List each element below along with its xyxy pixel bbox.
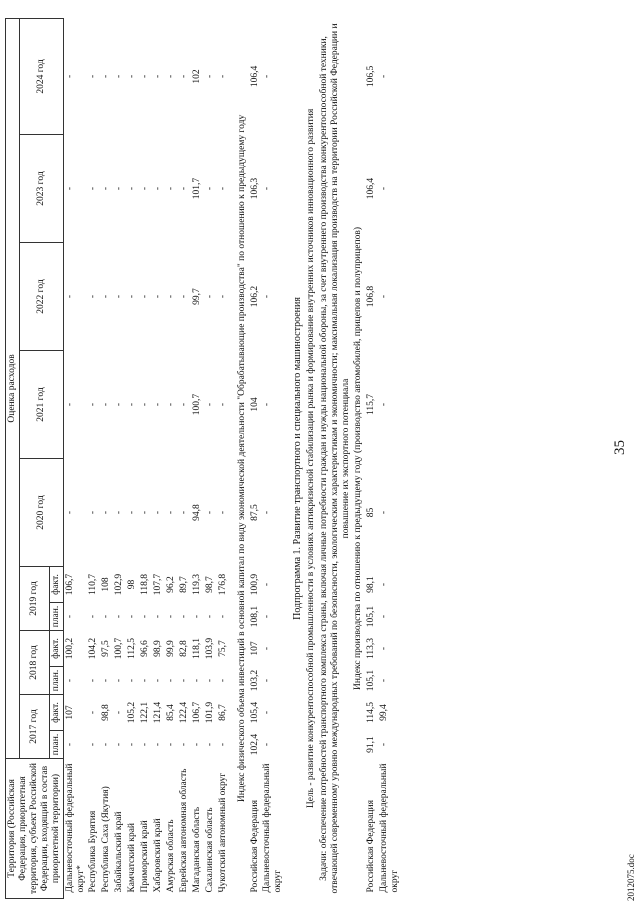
header-2022: 2022 год	[19, 243, 63, 351]
row-value-cell: 98,1	[366, 576, 377, 593]
row-value-cell: -	[153, 614, 164, 619]
row-value-cell: -	[140, 402, 151, 407]
row-value-cell: 106,4	[366, 177, 377, 200]
row-value-cell: -	[204, 614, 215, 619]
row-value-cell: -	[64, 614, 75, 619]
row-value-cell: 113,3	[366, 637, 377, 660]
row-territory-name: Чукотский автономный округ	[217, 772, 228, 893]
row-value-cell: -	[165, 510, 176, 515]
row-value-cell: 91,1	[366, 736, 377, 753]
row-value-cell: 106,7	[191, 701, 202, 724]
region-row	[217, 18, 230, 898]
row-territory-name: Хабаровский край	[153, 818, 164, 893]
row-value-cell: -	[101, 742, 112, 747]
row-value-cell: 100,7	[191, 393, 202, 416]
region-row	[165, 18, 178, 898]
row-value-cell: 110,7	[88, 573, 99, 596]
row-value-cell: 85	[366, 507, 377, 518]
row-value-cell: 85,4	[165, 704, 176, 721]
row-value-cell: -	[165, 402, 176, 407]
row-value-cell: -	[88, 510, 99, 515]
row-value-cell: -	[88, 710, 99, 715]
row-value-cell: 107	[64, 705, 75, 720]
row-value-cell: -	[178, 742, 189, 747]
row-value-cell: -	[178, 678, 189, 683]
row-value-cell: 99,4	[379, 704, 390, 721]
row-value-cell: -	[114, 614, 125, 619]
region-row	[100, 18, 113, 898]
row-value-cell: 106,7	[64, 573, 75, 596]
row-value-cell: 118,8	[140, 573, 151, 596]
row-value-cell: 98,7	[204, 576, 215, 593]
row-value-cell: -	[217, 742, 228, 747]
row-value-cell: 105,2	[127, 701, 138, 724]
header-fact-2019: факт.	[49, 567, 63, 603]
row-value-cell: 99,7	[191, 288, 202, 305]
row-value-cell: 100,7	[114, 637, 125, 660]
row-value-cell: -	[88, 74, 99, 79]
row-value-cell: -	[153, 402, 164, 407]
region-row	[113, 18, 126, 898]
region-row	[139, 18, 152, 898]
row-value-cell: -	[140, 74, 151, 79]
row-value-cell: 176,8	[217, 573, 228, 596]
production-index-note: Индекс производства по отношению к предыдущему году (производство автомобилей, прицепов и полуприцепов)	[353, 226, 364, 690]
row-value-cell: 103,9	[204, 637, 215, 660]
header-2020: 2020 год	[19, 459, 63, 567]
row-value-cell: -	[153, 74, 164, 79]
row-value-cell: 122,4	[178, 701, 189, 724]
row-value-cell: -	[204, 678, 215, 683]
row-territory-name: Дальневосточный федеральный округ	[262, 763, 284, 893]
row-value-cell: 105,4	[249, 701, 260, 724]
row-value-cell: 89,7	[178, 576, 189, 593]
row-value-cell: 115,7	[366, 393, 377, 416]
row-territory-name: Дальневосточный федеральный округ	[379, 763, 401, 893]
row-value-cell: -	[101, 294, 112, 299]
row-value-cell: -	[127, 74, 138, 79]
row-value-cell: 122,1	[140, 701, 151, 724]
row-value-cell: -	[140, 294, 151, 299]
row-territory-name: Республика Бурятия	[88, 810, 99, 893]
row-value-cell: -	[114, 186, 125, 191]
indicators-table	[5, 18, 402, 899]
row-value-cell: -	[88, 402, 99, 407]
production-row	[365, 18, 378, 898]
row-value-cell: 100,9	[249, 573, 260, 596]
row-value-cell: -	[140, 186, 151, 191]
region-row	[152, 18, 165, 898]
row-value-cell: -	[64, 294, 75, 299]
row-value-cell: -	[379, 742, 390, 747]
header-estimate: Оценка расходов	[6, 18, 20, 758]
row-value-cell: 96,6	[140, 640, 151, 657]
section-investment	[249, 18, 286, 898]
row-value-cell: 108	[101, 577, 112, 592]
row-value-cell: -	[191, 614, 202, 619]
row-value-cell: 98	[127, 579, 138, 590]
row-value-cell: -	[127, 186, 138, 191]
row-value-cell: -	[178, 510, 189, 515]
row-value-cell: -	[127, 294, 138, 299]
row-value-cell: 82,8	[178, 640, 189, 657]
header-2018: 2018 год	[19, 631, 49, 695]
region-row	[204, 18, 217, 898]
row-value-cell: -	[165, 614, 176, 619]
row-value-cell: -	[153, 678, 164, 683]
region-row	[87, 18, 100, 898]
row-value-cell: -	[178, 614, 189, 619]
header-territory: Территория (Российская Федерация, приоритетная территория, субъект Российской Федерации, входящий в состав приоритетной территории)	[6, 759, 64, 899]
row-value-cell: -	[165, 186, 176, 191]
row-value-cell: -	[101, 402, 112, 407]
row-value-cell: -	[64, 186, 75, 191]
row-value-cell: -	[165, 294, 176, 299]
investment-row	[261, 18, 285, 898]
row-value-cell: 119,3	[191, 573, 202, 596]
row-value-cell: -	[114, 74, 125, 79]
row-value-cell: -	[114, 294, 125, 299]
row-value-cell: -	[88, 678, 99, 683]
row-territory-name: Сахалинская область	[204, 807, 215, 893]
goal-text: Цель - развитие конкурентоспособной промышленности в условиях антикризисной стабилизации рынка и формирование внутренних источников инновационного развития	[305, 108, 316, 809]
row-value-cell: -	[379, 646, 390, 651]
row-value-cell: -	[379, 582, 390, 587]
row-value-cell: -	[153, 186, 164, 191]
row-value-cell: -	[140, 742, 151, 747]
row-value-cell: -	[379, 402, 390, 407]
section-production	[365, 18, 402, 898]
row-value-cell: -	[262, 582, 273, 587]
row-territory-name: Забайкальский край	[114, 811, 125, 893]
row-value-cell: -	[178, 402, 189, 407]
section-subprogram	[285, 18, 365, 898]
row-value-cell: -	[101, 614, 112, 619]
row-value-cell: -	[153, 742, 164, 747]
row-value-cell: -	[262, 402, 273, 407]
row-territory-name: Республика Саха (Якутия)	[101, 786, 112, 893]
investment-index-note: Индекс физического объема инвестиций в основной капитал по виду экономической деятельности "Обрабатывающие производства" по отношению к предыдущему году	[236, 114, 247, 803]
row-value-cell: 104,2	[88, 637, 99, 660]
row-value-cell: 102	[191, 69, 202, 84]
row-value-cell: 114,5	[366, 701, 377, 724]
row-territory-name: Еврейская автономная область	[178, 768, 189, 893]
row-value-cell: -	[64, 678, 75, 683]
row-value-cell: -	[178, 186, 189, 191]
row-value-cell: 94,8	[191, 504, 202, 521]
row-value-cell: -	[204, 186, 215, 191]
row-value-cell: 108,1	[249, 605, 260, 628]
row-value-cell: -	[262, 74, 273, 79]
row-value-cell: 75,7	[217, 640, 228, 657]
row-value-cell: -	[114, 510, 125, 515]
row-value-cell: 106,3	[249, 177, 260, 200]
row-value-cell: -	[379, 678, 390, 683]
row-value-cell: -	[262, 646, 273, 651]
row-value-cell: -	[64, 402, 75, 407]
row-value-cell: 106,2	[249, 285, 260, 308]
row-value-cell: -	[204, 74, 215, 79]
header-plan-2018: план.	[49, 667, 63, 695]
row-value-cell: -	[204, 402, 215, 407]
section-investment-note	[236, 18, 249, 898]
row-value-cell: 107	[249, 641, 260, 656]
row-value-cell: -	[191, 678, 202, 683]
row-value-cell: -	[204, 742, 215, 747]
row-value-cell: -	[217, 186, 228, 191]
row-value-cell: -	[101, 510, 112, 515]
row-territory-name: Дальневосточный федеральный округ*	[64, 763, 86, 893]
row-value-cell: 97,5	[101, 640, 112, 657]
header-2017: 2017 год	[19, 695, 49, 759]
row-value-cell: -	[64, 510, 75, 515]
row-value-cell: -	[140, 614, 151, 619]
row-value-cell: -	[379, 74, 390, 79]
row-value-cell: -	[217, 614, 228, 619]
row-value-cell: 103,2	[249, 669, 260, 692]
row-value-cell: -	[165, 678, 176, 683]
row-value-cell: -	[217, 74, 228, 79]
row-value-cell: 106,8	[366, 285, 377, 308]
row-value-cell: -	[114, 678, 125, 683]
region-row	[178, 18, 191, 898]
row-value-cell: -	[88, 614, 99, 619]
row-value-cell: -	[379, 186, 390, 191]
row-value-cell: -	[165, 74, 176, 79]
row-value-cell: 98,9	[153, 640, 164, 657]
row-value-cell: 112,5	[127, 637, 138, 660]
row-value-cell: -	[127, 742, 138, 747]
row-value-cell: 101,9	[204, 701, 215, 724]
header-2019: 2019 год	[19, 567, 49, 631]
row-value-cell: 106,5	[366, 65, 377, 88]
row-value-cell: -	[114, 710, 125, 715]
row-value-cell: 99,9	[165, 640, 176, 657]
row-value-cell: -	[114, 742, 125, 747]
header-fact-2017: факт.	[49, 695, 63, 731]
row-value-cell: -	[217, 678, 228, 683]
header-fact-2018: факт.	[49, 631, 63, 667]
row-value-cell: 102,4	[249, 733, 260, 756]
row-value-cell: 102,9	[114, 573, 125, 596]
subprogram-title: Подпрограмма 1. Развитие транспортного и специального машиностроения	[292, 297, 304, 620]
row-value-cell: -	[101, 186, 112, 191]
row-value-cell: 107,7	[153, 573, 164, 596]
row-value-cell: -	[262, 614, 273, 619]
row-value-cell: -	[64, 742, 75, 747]
row-value-cell: -	[114, 402, 125, 407]
row-value-cell: 100,2	[64, 637, 75, 660]
row-value-cell: -	[191, 742, 202, 747]
row-value-cell: -	[127, 614, 138, 619]
header-plan-2019: план.	[49, 603, 63, 631]
document-code: 2012075.doc	[626, 854, 636, 901]
row-value-cell: -	[127, 510, 138, 515]
investment-row	[249, 18, 262, 898]
row-value-cell: -	[379, 614, 390, 619]
row-value-cell: 87,5	[249, 504, 260, 521]
row-value-cell: -	[88, 742, 99, 747]
row-value-cell: -	[262, 710, 273, 715]
row-value-cell: -	[178, 294, 189, 299]
row-territory-name: Российская Федерация	[366, 800, 377, 893]
row-value-cell: 104	[249, 397, 260, 412]
row-value-cell: -	[165, 742, 176, 747]
row-value-cell: 105,1	[366, 669, 377, 692]
row-territory-name: Камчатский край	[127, 823, 138, 893]
header-2023: 2023 год	[19, 135, 63, 243]
row-value-cell: -	[140, 510, 151, 515]
row-territory-name: Амурская область	[165, 819, 176, 893]
region-row	[191, 18, 204, 898]
row-value-cell: 105,1	[366, 605, 377, 628]
row-value-cell: -	[101, 74, 112, 79]
row-value-cell: -	[64, 74, 75, 79]
section-regions	[63, 18, 235, 898]
row-value-cell: -	[262, 186, 273, 191]
page-number: 35	[612, 440, 628, 455]
row-territory-name: Магаданская область	[191, 806, 202, 893]
row-value-cell: 98,8	[101, 704, 112, 721]
row-value-cell: -	[217, 402, 228, 407]
row-value-cell: 118,1	[191, 637, 202, 660]
region-row	[126, 18, 139, 898]
row-value-cell: -	[127, 678, 138, 683]
row-value-cell: 121,4	[153, 701, 164, 724]
row-value-cell: -	[217, 510, 228, 515]
row-value-cell: -	[204, 294, 215, 299]
header-2021: 2021 год	[19, 351, 63, 459]
row-value-cell: -	[153, 510, 164, 515]
row-value-cell: -	[140, 678, 151, 683]
row-territory-name: Российская Федерация	[249, 800, 260, 893]
row-value-cell: -	[262, 510, 273, 515]
production-row	[378, 18, 402, 898]
row-value-cell: -	[101, 678, 112, 683]
header-plan-2017: план.	[49, 731, 63, 759]
row-value-cell: 86,7	[217, 704, 228, 721]
row-value-cell: -	[262, 678, 273, 683]
row-value-cell: -	[153, 294, 164, 299]
row-value-cell: 101,7	[191, 177, 202, 200]
row-value-cell: -	[262, 294, 273, 299]
row-value-cell: 96,2	[165, 576, 176, 593]
row-value-cell: -	[178, 74, 189, 79]
row-value-cell: 106,4	[249, 65, 260, 88]
row-value-cell: -	[379, 294, 390, 299]
row-value-cell: -	[88, 294, 99, 299]
row-value-cell: -	[127, 402, 138, 407]
row-value-cell: -	[379, 510, 390, 515]
region-row	[63, 18, 87, 898]
row-territory-name: Приморский край	[140, 820, 151, 893]
row-value-cell: -	[204, 510, 215, 515]
row-value-cell: -	[217, 294, 228, 299]
tasks-text: Задачи: обеспечение потребностей транспортного комплекса страны, включая личные потребности граждан и нужды национальной обороны, за счет внутреннего производства конкурентоспособной техники, отвечающей современному уровню международных требований по безопасности, экологическим характеристикам и экономичности; максимальная локализация производств на территории Российской Федерации и повышение их экспортного потенциала	[318, 23, 351, 894]
row-value-cell: -	[88, 186, 99, 191]
row-value-cell: -	[262, 742, 273, 747]
header-2024: 2024 год	[19, 18, 63, 134]
